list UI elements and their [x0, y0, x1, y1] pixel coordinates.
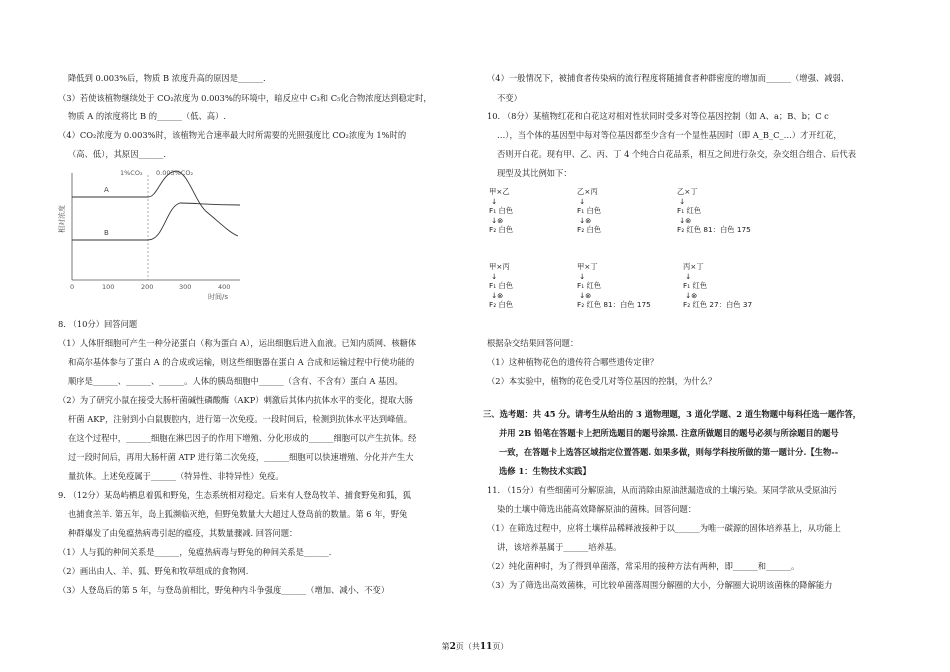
generation-label: F₁: [577, 206, 587, 216]
cross-parents: 乙×丁: [677, 187, 698, 196]
text-line: 讲，该培养基属于______培养基。: [497, 542, 622, 552]
arrow-icon: ↓: [579, 271, 586, 281]
cross-f1-row: [677, 206, 751, 216]
cross-parents: 甲×丁: [577, 262, 598, 271]
generation-label: F₁: [489, 206, 499, 216]
text-line: 物质 A 的浓度将比 B 的______（低、高）.: [68, 111, 227, 121]
cross-f1: 白色: [498, 281, 514, 291]
question-title: 9. （12分）某岛屿栖息着狐和野兔，生态系统相对稳定。后来有人登岛牧羊、捕食野兔和狐，狐: [58, 490, 411, 500]
generation-label: F₁: [683, 281, 693, 291]
question-title: 11. （15分）有些细菌可分解原油，从而消除由原油泄漏造成的土壤污染。某同学欲从受原油污: [487, 485, 837, 495]
section-heading: 三、选考题：共 45 分。请考生从给出的 3 道物理题，3 道化学题、2 道生物题中每科任选一题作答，: [483, 409, 862, 419]
graph-xlabel: 时间/s: [208, 293, 229, 301]
footer-total: 11: [479, 642, 493, 652]
footer-prefix: 第: [441, 642, 450, 651]
text-line: 现型及其比例如下：: [497, 168, 572, 178]
arrow-icon: ↓: [491, 196, 498, 206]
text-line: （3）若使该植物继续处于 CO₂浓度为 0.003%的环境中，暗反应中 C₃和 C₅化合物浓度达到稳定时，: [58, 93, 432, 103]
text-line: （2）本实验中，植物的花色受几对等位基因的控制，为什么？: [487, 376, 717, 386]
cross-diagram: [577, 187, 601, 235]
text-line: 量抗体。上述免疫属于______（特异性、非特异性）免疫。: [68, 471, 284, 481]
text-line: （1）人体肝细胞可产生一种分泌蛋白（称为蛋白 A），运出细胞后进入血液。已知内质网、核糖体: [58, 338, 417, 348]
question-title: 8. （10分）回答问题: [58, 319, 138, 329]
generation-label: F₁: [577, 281, 587, 291]
footer-page: 2: [449, 642, 456, 652]
curve-b: [72, 203, 240, 240]
text-line: …），当个体的基因型中每对等位基因都至少含有一个显性基因时（即 A_B_C_…）才开红花，: [497, 130, 842, 140]
text-line: （2）纯化菌种时，为了得到单菌落，常采用的接种方法有两种，即______和______。: [487, 561, 800, 571]
page-footer: [0, 642, 950, 653]
label-0003pct: 0.003%CO₂: [156, 169, 194, 177]
cross-f1-row: [489, 206, 513, 216]
cross-f1: 红色: [686, 206, 702, 216]
generation-label: F₂: [577, 300, 587, 310]
cross-diagram: [489, 262, 513, 310]
text-line: 种群爆发了由兔瘟热病毒引起的瘟疫，其数量骤减. 回答问题：: [68, 528, 298, 538]
cross-diagram: [577, 262, 651, 310]
text-line: 顺序是______、______、______。人体的胰岛细胞中______（含有、不含有）蛋白 A 基因。: [68, 376, 403, 386]
tick-label: 100: [102, 283, 115, 291]
text-line: （1）这种植物花色的遗传符合哪些遗传定律？: [487, 357, 659, 367]
cross-f1-row: [577, 206, 601, 216]
cross-diagram: [677, 187, 751, 235]
cross-f2-row: [683, 300, 752, 310]
self-cross-icon: ↓⊗: [685, 290, 698, 300]
curve-a: [72, 171, 238, 236]
generation-label: F₁: [677, 206, 687, 216]
concentration-graph: [58, 165, 248, 305]
cross-f1: 红色: [692, 281, 708, 291]
cross-f1: 白色: [498, 206, 514, 216]
cross-f2: 红色 81：白色 175: [686, 225, 751, 235]
arrow-icon: ↓: [579, 196, 586, 206]
section-heading: 一致，在答题卡上选答区域指定位置答题. 如果多做，则每学科按所做的第一题计分.【生物--: [499, 447, 839, 457]
text-line: （高、低），其原因______.: [68, 149, 167, 159]
text-line: （2）为了研究小鼠在接受大肠杆菌碱性磷酸酶（AKP）刺激后其体内抗体水平的变化，提取大肠: [58, 395, 413, 405]
generation-label: F₂: [683, 300, 693, 310]
text-line: （3）人登岛后的第 5 年，与登岛前相比，野兔种内斗争强度______（增加、减小、不变）: [58, 585, 390, 595]
label-a: A: [104, 186, 109, 194]
text-line: 也捕食羔羊. 第五年，岛上狐濒临灭绝，但野兔数量大大超过人登岛前的数量。第 6 年，野兔: [68, 509, 408, 519]
text-line: 和高尔基体参与了蛋白 A 的合成或运输，则这些细胞器在蛋白 A 合成和运输过程中行使功能的: [68, 357, 415, 367]
cross-diagram: [683, 262, 752, 310]
text-line: （3）为了筛选出高效菌株，可比较单菌落周围分解圈的大小，分解圈大说明该菌株的降解能力: [487, 580, 833, 590]
cross-f2-row: [489, 300, 513, 310]
text-line: 根据杂交结果回答问题：: [487, 338, 579, 348]
cross-f2-row: [489, 225, 513, 235]
label-1pct: 1%CO₂: [120, 169, 143, 177]
cross-parents: 乙×丙: [577, 187, 598, 196]
generation-label: F₂: [577, 225, 587, 235]
cross-f2: 白色: [586, 225, 602, 235]
tick-label: 300: [179, 283, 192, 291]
section-heading: 选修 1：生物技术实践】: [499, 466, 591, 476]
generation-label: F₂: [489, 300, 499, 310]
self-cross-icon: ↓⊗: [491, 215, 504, 225]
cross-f1-row: [683, 281, 752, 291]
cross-diagram: [489, 187, 513, 235]
generation-label: F₂: [489, 225, 499, 235]
text-line: 在这个过程中，______细胞在淋巴因子的作用下增殖、分化形成的______细胞可以产生抗体。经: [68, 433, 417, 443]
cross-f2-row: [577, 225, 601, 235]
cross-f1-row: [577, 281, 651, 291]
text-line: 过一段时间后，再用大肠杆菌 ATP 进行第二次免疫，______细胞可以快速增殖、分化并产生大: [68, 452, 414, 462]
text-line: 否则开白花。现有甲、乙、丙、丁 4 个纯合白花品系，相互之间进行杂交，杂交组合组合、后代表: [497, 149, 857, 159]
text-line: 杆菌 AKP，注射到小白鼠腹腔内，进行第一次免疫。一段时间后，检测到抗体水平达到峰值。: [68, 414, 412, 424]
generation-label: F₁: [489, 281, 499, 291]
self-cross-icon: ↓⊗: [579, 290, 592, 300]
arrow-icon: ↓: [491, 271, 498, 281]
question-title: 10. （8分）某植物红花和白花这对相对性状同时受多对等位基因控制（如 A、a；B、b；C c: [487, 111, 829, 121]
arrow-icon: ↓: [685, 271, 692, 281]
footer-suffix: 页）: [492, 642, 509, 651]
cross-parents: 丙×丁: [683, 262, 704, 271]
tick-label: 0: [70, 283, 75, 291]
cross-parents: 甲×丙: [489, 262, 510, 271]
text-line: （2）画出由人、羊、狐、野兔和牧草组成的食物网.: [58, 566, 249, 576]
text-line: 降低到 0.003%后，物质 B 浓度升高的原因是______.: [68, 73, 266, 83]
cross-f1: 白色: [586, 206, 602, 216]
text-line: （4）一般情况下，被捕食者传染病的流行程度将随捕食者种群密度的增加而______（增强、减弱、: [487, 73, 850, 83]
self-cross-icon: ↓⊗: [679, 215, 692, 225]
cross-f2: 白色: [498, 225, 514, 235]
text-line: （4）CO₂浓度为 0.003%时，该植物光合速率最大时所需要的光照强度比 CO₂浓度为 1%时的: [58, 130, 407, 140]
cross-f2: 红色 81：白色 175: [586, 300, 651, 310]
text-line: 不变）: [497, 93, 522, 103]
cross-parents: 甲×乙: [489, 187, 510, 196]
text-line: （1）人与狐的种间关系是______，兔瘟热病毒与野兔的种间关系是______.: [58, 547, 332, 557]
tick-label: 400: [218, 283, 231, 291]
self-cross-icon: ↓⊗: [579, 215, 592, 225]
text-line: （1）在筛选过程中，应将土壤样品稀释液接种于以______为唯一碳源的固体培养基上，从功能上: [487, 523, 841, 533]
cross-f2-row: [577, 300, 651, 310]
cross-f1-row: [489, 281, 513, 291]
cross-f2: 红色 27：白色 37: [692, 300, 753, 310]
generation-label: F₂: [677, 225, 687, 235]
self-cross-icon: ↓⊗: [491, 290, 504, 300]
label-b: B: [104, 229, 109, 237]
footer-mid: 页（共: [455, 642, 480, 651]
graph-ylabel: 相对浓度: [58, 205, 66, 233]
tick-label: 200: [141, 283, 154, 291]
cross-f1: 红色: [586, 281, 602, 291]
cross-f2: 白色: [498, 300, 514, 310]
cross-f2-row: [677, 225, 751, 235]
text-line: 染的土壤中筛选出能高效降解原油的菌株。回答问题：: [497, 504, 697, 514]
section-heading: 并用 2B 铅笔在答题卡上把所选题目的题号涂黑. 注意所做题目的题号必须与所涂题目的题号: [499, 428, 839, 438]
arrow-icon: ↓: [679, 196, 686, 206]
